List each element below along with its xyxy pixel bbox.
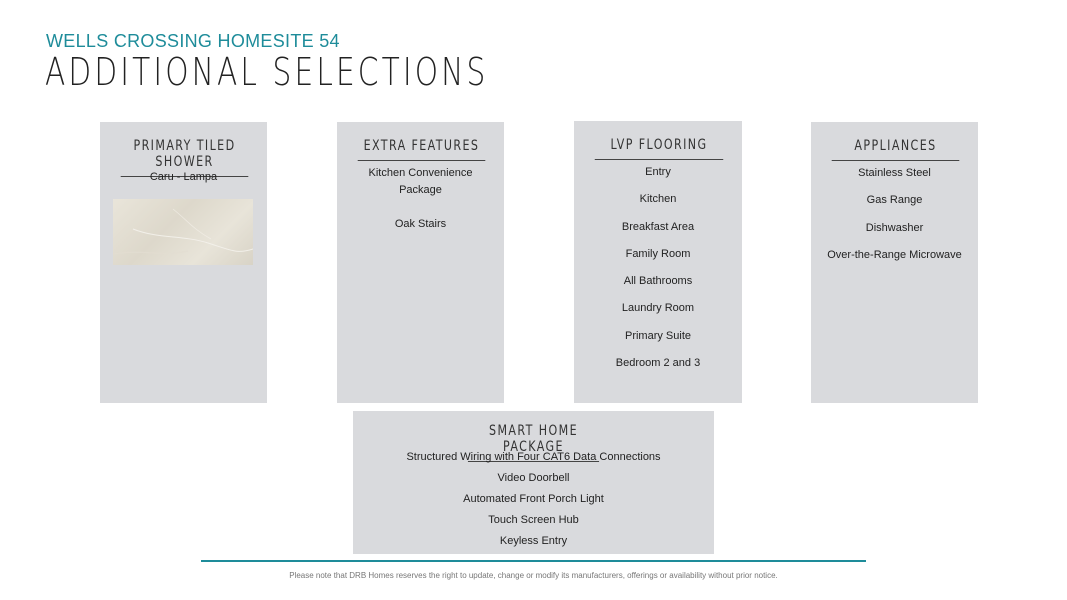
card-title: EXTRA FEATURES	[358, 138, 486, 161]
list-item: Bedroom 2 and 3	[615, 357, 701, 370]
tile-sample-image	[113, 199, 253, 265]
list-item: Primary Suite	[624, 329, 692, 342]
list-item: Structured Wiring with Four CAT6 Data Connections	[406, 451, 661, 463]
card-title: LVP FLOORING	[595, 137, 723, 160]
card-primary-tiled-shower	[100, 122, 267, 403]
list-item: Gas Range	[866, 194, 923, 207]
list-item: Caru - Lampa	[149, 171, 218, 183]
card-extra-features	[337, 122, 504, 403]
card-lvp-flooring	[574, 121, 742, 403]
card-title: SMART HOME PACKAGE	[468, 423, 599, 462]
list-item: Automated Front Porch Light	[463, 493, 604, 506]
list-item: Kitchen	[639, 193, 677, 206]
footer-divider	[201, 560, 866, 562]
footer-note: Please note that DRB Homes reserves the right to update, change or modify its manufacturers, offerings or availability without prior notice.	[289, 571, 778, 580]
list-item: Entry	[645, 166, 671, 178]
list-item: Family Room	[625, 247, 691, 260]
list-item: Touch Screen Hub	[488, 514, 579, 527]
card-appliances	[811, 122, 978, 403]
list-item: Video Doorbell	[497, 472, 570, 485]
list-item: Over-the-Range Microwave	[827, 248, 962, 261]
list-item: Keyless Entry	[499, 535, 568, 548]
card-title: APPLIANCES	[832, 138, 960, 161]
list-item: Oak Stairs	[394, 218, 447, 230]
card-smart-home-package	[353, 411, 714, 554]
list-item: Stainless Steel	[858, 167, 931, 179]
list-item: All Bathrooms	[623, 275, 693, 288]
card-title: PRIMARY TILED SHOWER	[121, 138, 249, 177]
list-item: Laundry Room	[621, 302, 695, 315]
list-item: Breakfast Area	[621, 220, 695, 233]
page-subtitle: WELLS CROSSING HOMESITE 54	[46, 31, 340, 51]
list-item: Kitchen Convenience Package	[368, 167, 473, 196]
list-item: Dishwasher	[865, 221, 924, 234]
page-title: ADDITIONAL SELECTIONS	[45, 50, 489, 94]
